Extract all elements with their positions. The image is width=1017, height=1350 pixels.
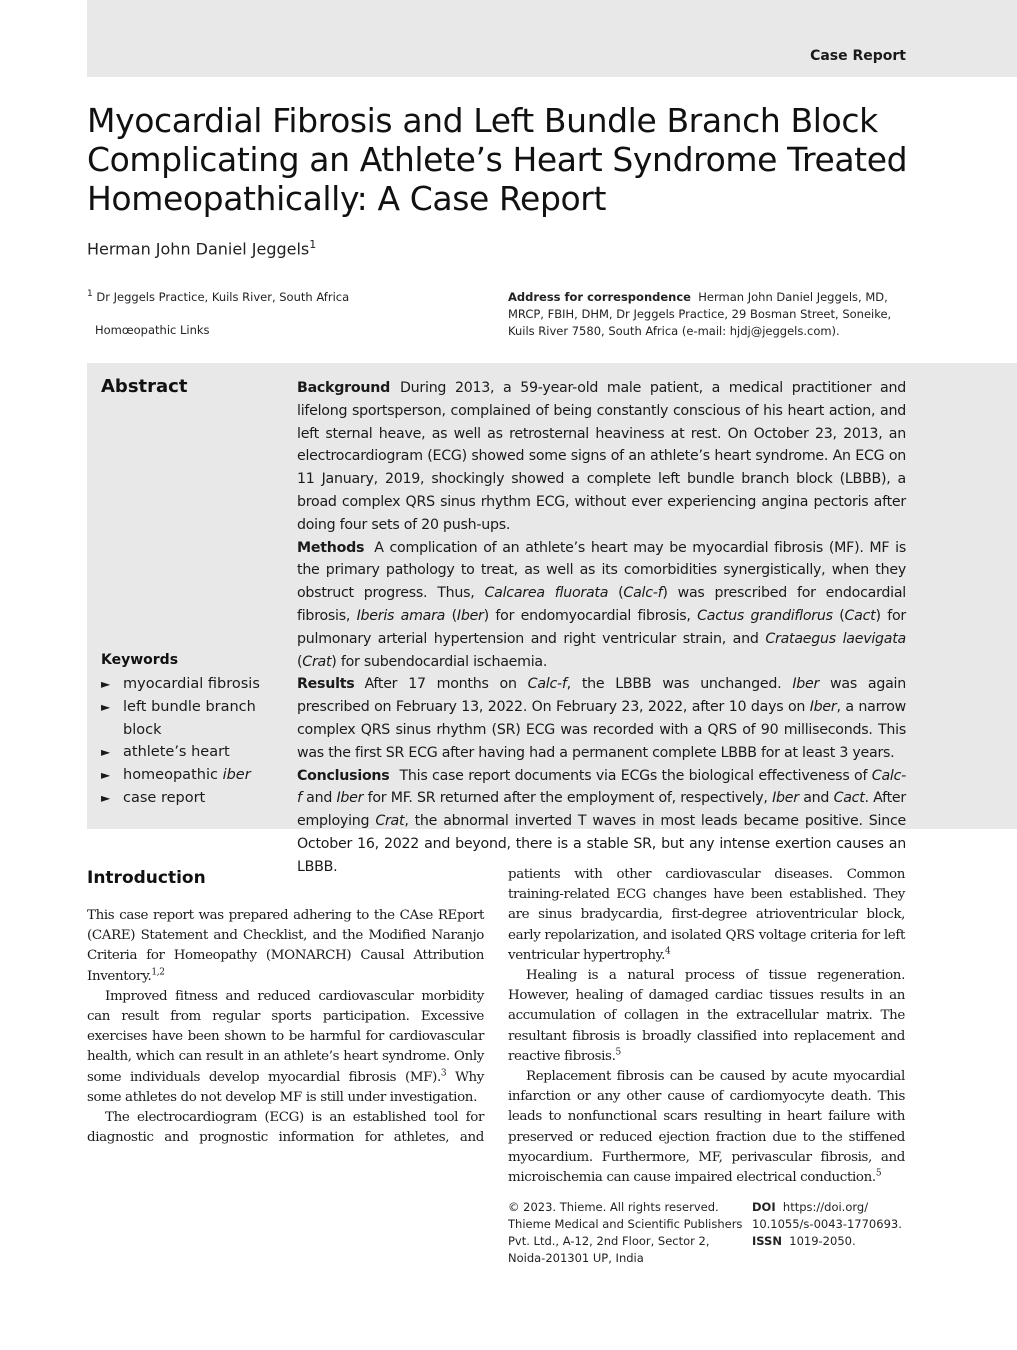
remedy-abbrev: Iber: [336, 790, 364, 807]
remedy-abbrev: Iber: [772, 790, 799, 807]
background-text: During 2013, a 59-year-old male patient, a medical practitioner and lifelong sportsperson, complained of being constantly conscious of his heart action, and left sternal heave, as well as retrosternal heaviness at rest. On October 23, 2013, an electrocardiogram (ECG) showed some signs of an athlete’s heart syndrome. An ECG on 11 January, 2019, shockingly showed a complete left bundle branch block (LBBB), a broad complex QRS sinus rhythm ECG, without ever experiencing angina pectoris after doing four sets of 20 push-ups.: [297, 380, 906, 533]
results-text: After 17 months on: [364, 676, 528, 693]
methods-text: (: [608, 585, 624, 602]
keyword-item: [101, 787, 271, 810]
methods-text: (: [445, 607, 457, 624]
keyword-text-italic: iber: [222, 767, 251, 784]
remedy-abbrev: Calc-f: [527, 676, 567, 693]
keywords-heading: Keywords: [101, 652, 179, 668]
arrow-right-icon: ►: [101, 745, 111, 760]
remedy-abbrev: Iber: [456, 607, 484, 624]
paragraph: [87, 1108, 484, 1148]
abstract-conclusions: [297, 765, 906, 879]
methods-text: (: [832, 607, 845, 624]
methods-text: (: [297, 653, 303, 670]
remedy-abbrev: Calc-f: [623, 585, 663, 602]
doi-value: https://doi.org/ 10.1055/s-0043-1770693.: [752, 1200, 902, 1231]
keyword-item: [101, 764, 271, 787]
keywords-list: [101, 673, 271, 810]
arrow-right-icon: ►: [101, 790, 111, 805]
results-text: , a narrow complex QRS sinus rhythm (SR) ECG was recorded with a QRS of 90 milliseconds. This was the first SR ECG after having had a permanent complete LBBB for at least 3 years.: [297, 699, 906, 761]
issn-value: 1019-2050.: [789, 1234, 856, 1248]
body-column-right: [508, 865, 905, 1188]
author-sup: 1: [309, 238, 317, 251]
citation: 1,2: [151, 967, 165, 978]
affiliation: [87, 289, 467, 304]
background-label: Background: [297, 380, 390, 396]
article-title: Myocardial Fibrosis and Left Bundle Branch Block Complicating an Athlete’s Heart Syndrome Treated Homeopathically: A Case Report: [87, 101, 908, 218]
doi-issn: [752, 1199, 912, 1250]
body-column-left: [87, 906, 484, 1148]
results-label: Results: [297, 676, 355, 693]
keyword-text: athlete’s heart: [123, 744, 230, 761]
abstract-methods: [297, 537, 906, 674]
paragraph-continued: [508, 865, 905, 966]
remedy-abbrev: Crat: [302, 653, 332, 670]
results-text: , the LBBB was unchanged.: [566, 676, 793, 693]
paragraph-text: Why some athletes do not develop MF is still under investigation.: [87, 1069, 484, 1105]
section-label: Case Report: [810, 48, 906, 64]
methods-label: Methods: [297, 539, 365, 556]
paragraph: [508, 966, 905, 1067]
remedy-abbrev: Iber: [809, 699, 837, 716]
abstract-text: [297, 377, 906, 879]
remedy-abbrev: Cact: [833, 790, 865, 807]
arrow-right-icon: ►: [101, 768, 111, 783]
remedy-abbrev: Cact: [844, 607, 876, 624]
citation: 5: [875, 1168, 882, 1179]
affiliation-text: Dr Jeggels Practice, Kuils River, South Africa: [96, 289, 350, 304]
methods-text: ) for endomyocardial fibrosis,: [483, 607, 698, 624]
conclusions-text: . After employing: [297, 790, 906, 830]
paragraph-text: Healing is a natural process of tissue regeneration. However, healing of damaged cardiac tissues results in an accumulation of collagen in the extracellular matrix. The resultant fibrosis is broadly classified into replacement and reactive fibrosis.: [508, 968, 905, 1064]
keyword-text: case report: [123, 789, 206, 806]
methods-text: ) for pulmonary arterial hypertension and right ventricular strain, and: [297, 607, 906, 647]
arrow-right-icon: ►: [101, 677, 111, 691]
keyword-text: myocardial fibrosis: [123, 676, 260, 692]
keyword-text: left bundle branch block: [123, 698, 256, 738]
introduction-heading: Introduction: [87, 868, 206, 888]
conclusions-text: for MF. SR returned after the employment of, respectively,: [363, 790, 773, 807]
keyword-item: [101, 673, 271, 696]
remedy-abbrev: Calc-f: [297, 767, 906, 807]
abstract-background: [297, 377, 906, 537]
remedy-name: Crataegus laevigata: [765, 630, 906, 647]
paragraph-text: The electrocardiogram (ECG) is an established tool for diagnostic and prognostic information for athletes, and: [87, 1110, 484, 1146]
methods-text: ) for subendocardial ischaemia.: [331, 653, 548, 670]
correspondence-label: Address for correspondence: [508, 290, 691, 304]
abstract-results: [297, 673, 906, 764]
abstract-heading: Abstract: [101, 376, 188, 397]
arrow-right-icon: ►: [101, 699, 111, 714]
citation: 4: [665, 946, 671, 957]
paragraph-text: Improved fitness and reduced cardiovascular morbidity can result from regular sports participation. Excessive exercises have been shown to be harmful for cardiovascular health, which can result in an athlete’s heart syndrome. Only some individuals develop myocardial fibrosis (MF).: [87, 988, 484, 1085]
paragraph-text: Replacement fibrosis can be caused by acute myocardial infarction or any other cause of cardiomyocyte death. This leads to nonfunctional scars resulting in heart failure with preserved or reduced ejection fraction due to the stiffened myocardium. Furthermore, MF, perivascular fibrosis, and microischemia can cause impaired electrical conduction.: [508, 1069, 905, 1186]
citation: 3: [440, 1068, 447, 1079]
correspondence: [508, 289, 913, 340]
remedy-abbrev: Iber: [792, 676, 820, 693]
paragraph-text: This case report was prepared adhering to the CAse REport (CARE) Statement and Checklist, and the Modified Naranjo Criteria for Homeopathy (MONARCH) Causal Attribution Inventory.: [87, 908, 484, 984]
conclusions-text: , the abnormal inverted T waves in most leads became positive. Since October 16, 2022 and beyond, there is a stable SR, but any intense exertion causes an LBBB.: [297, 813, 906, 875]
doi-label: DOI: [752, 1200, 776, 1214]
issn-label: ISSN: [752, 1234, 782, 1248]
keyword-item: [101, 741, 271, 764]
paragraph: [87, 987, 484, 1108]
paragraph: [508, 1067, 905, 1188]
methods-text: A complication of an athlete’s heart may be myocardial fibrosis (MF). MF is the primary pathology to treat, as well as its comorbidities synergistically, when they obstruct progress. Thus,: [297, 539, 906, 602]
paragraph: [87, 906, 484, 987]
remedy-name: Calcarea fluorata: [484, 585, 609, 602]
conclusions-text: and: [301, 790, 337, 807]
keyword-item: [101, 696, 271, 742]
author: [87, 238, 316, 258]
methods-text: ) was prescribed for endocardial fibrosis,: [297, 585, 906, 624]
correspondence-text: Herman John Daniel Jeggels, MD, MRCP, FBIH, DHM, Dr Jeggels Practice, 29 Bosman Street, Soneike, Kuils River 7580, South Africa (e-mail: hjdj@jeggels.com).: [508, 290, 892, 338]
conclusions-text: and: [798, 790, 834, 807]
citation: 5: [615, 1047, 621, 1058]
conclusions-text: This case report documents via ECGs the biological effectiveness of: [399, 767, 872, 784]
copyright-notice: © 2023. Thieme. All rights reserved. Thieme Medical and Scientific Publishers Pvt. Ltd., A-12, 2nd Floor, Sector 2, Noida-201301 UP, India: [508, 1200, 743, 1265]
keyword-text: homeopathic: [123, 767, 223, 784]
remedy-abbrev: Crat: [375, 813, 405, 830]
remedy-name: Iberis amara: [356, 607, 446, 624]
affiliation-sup: 1: [87, 289, 93, 299]
journal-name: Homœopathic Links: [95, 323, 210, 337]
author-name: Herman John Daniel Jeggels: [87, 239, 310, 259]
conclusions-label: Conclusions: [297, 767, 390, 784]
remedy-name: Cactus grandiflorus: [697, 607, 833, 624]
paragraph-text: patients with other cardiovascular diseases. Common training-related ECG changes have been established. They are sinus bradycardia, first-degree atrioventricular block, early repolarization, and isolated QRS voltage criteria for left ventricular hypertrophy.: [508, 867, 905, 963]
header-band: [87, 0, 1017, 77]
results-text: was again prescribed on February 13, 2022. On February 23, 2022, after 10 days on: [297, 676, 906, 716]
